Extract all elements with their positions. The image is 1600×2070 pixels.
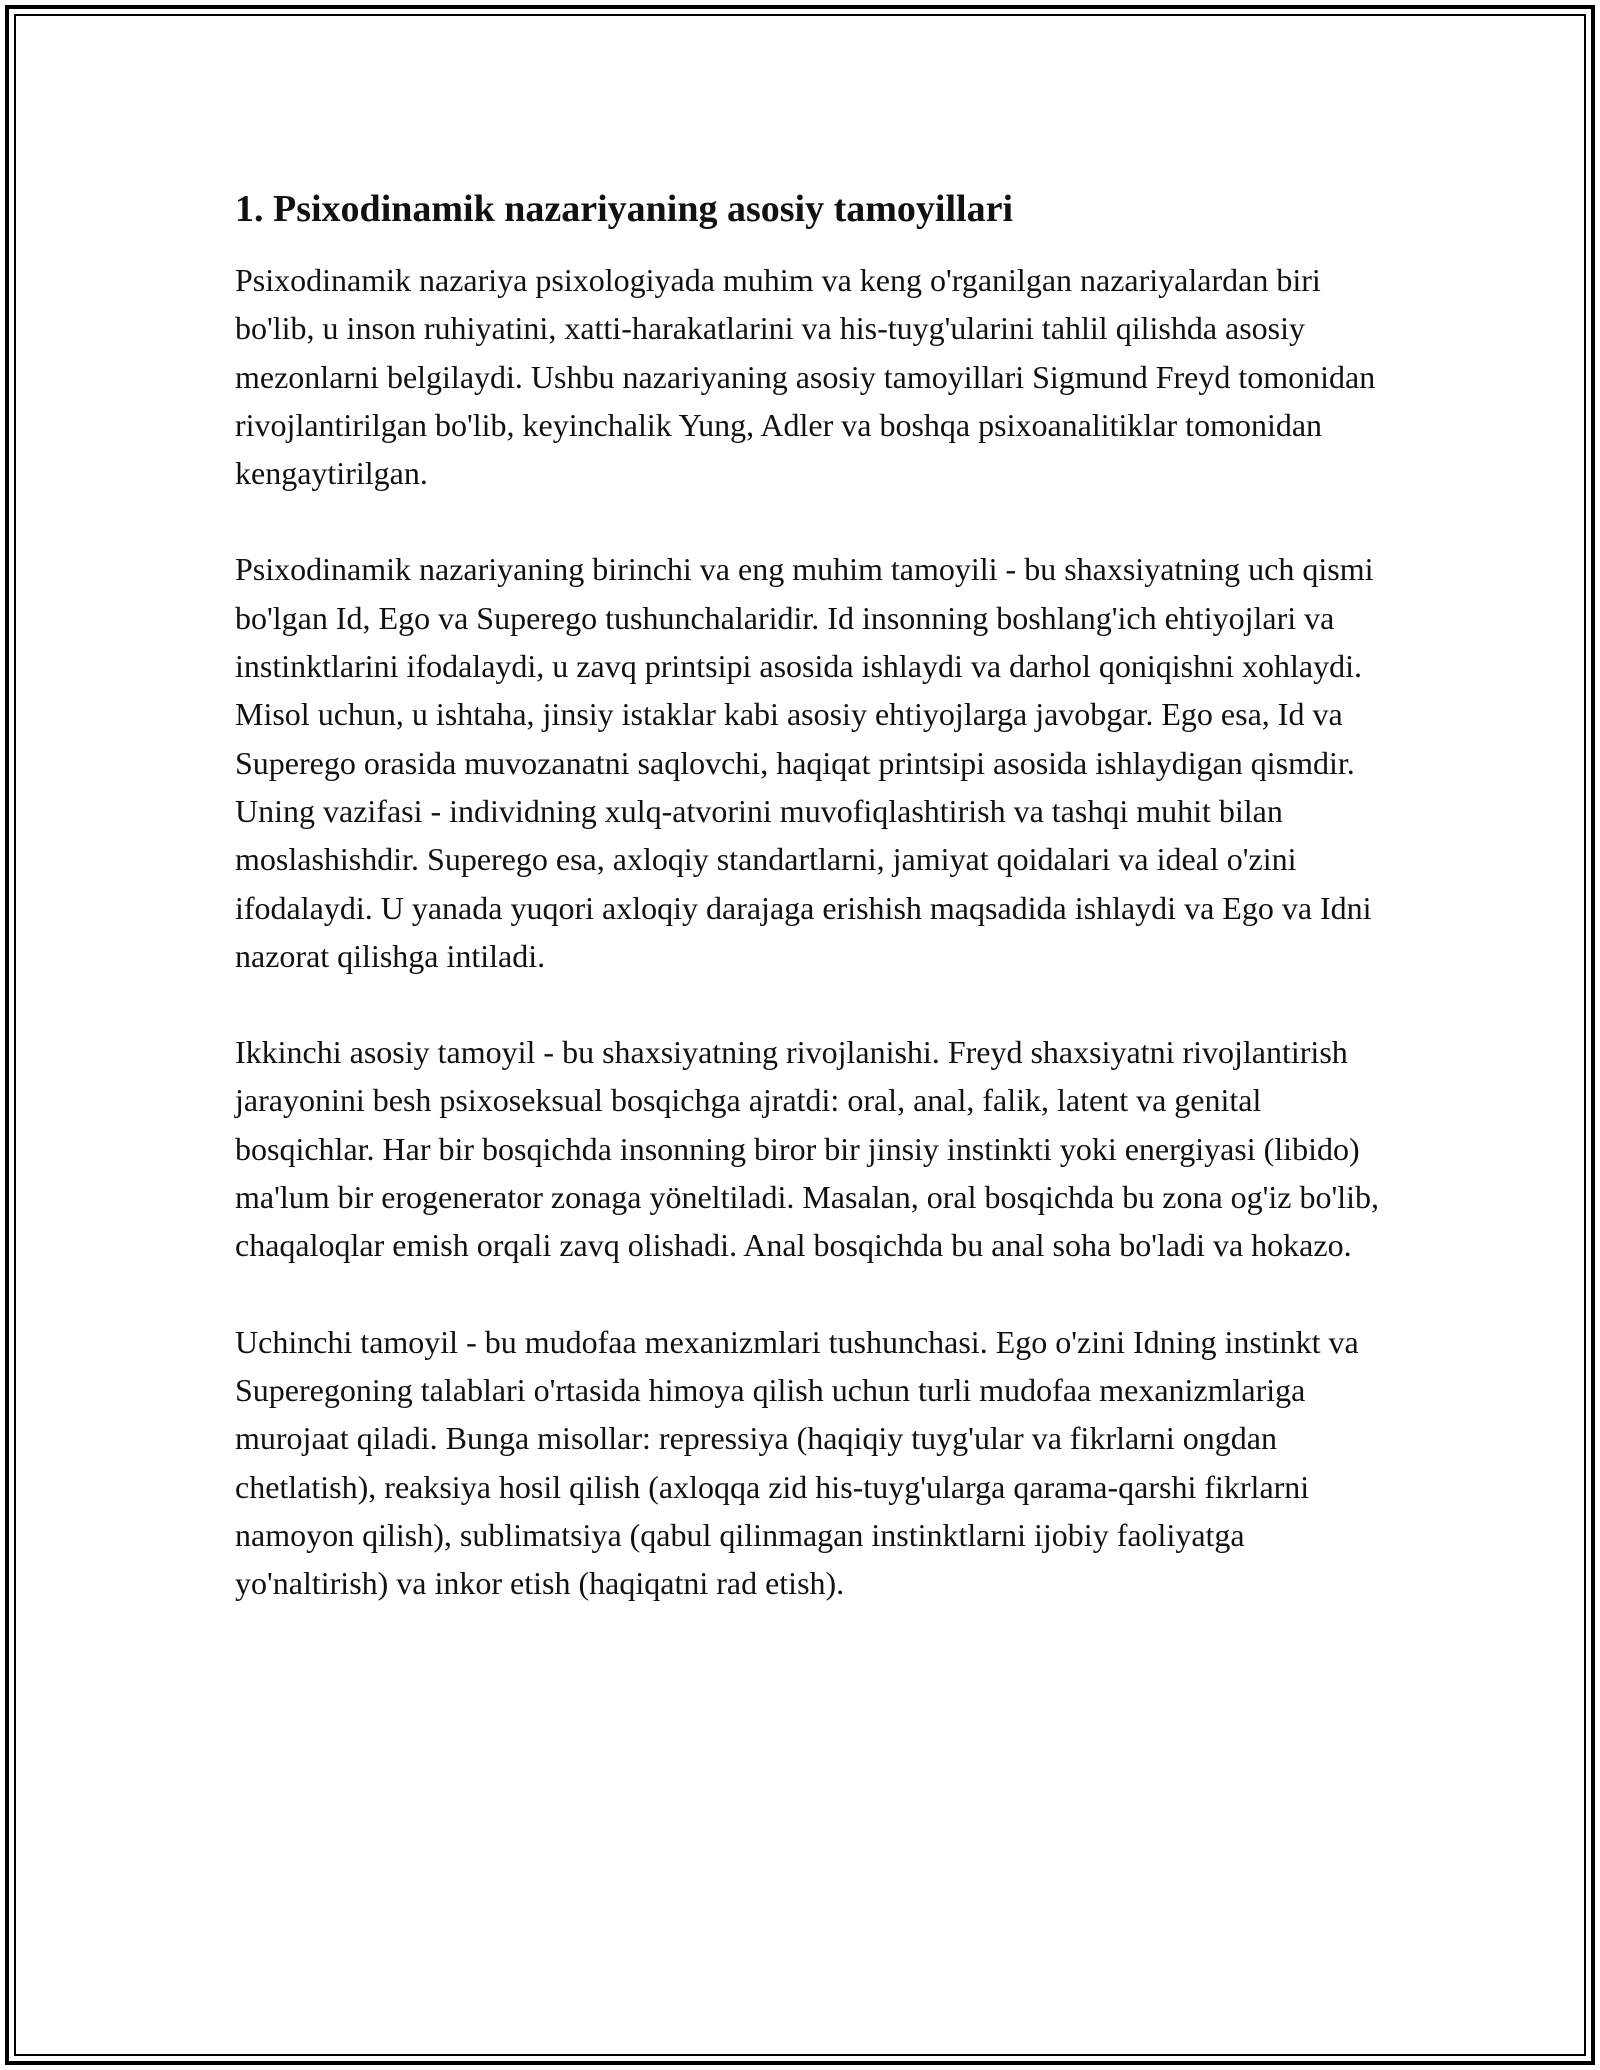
paragraph-defense-mechanisms: Uchinchi tamoyil - bu mudofaa mexanizmlari tushunchasi. Ego o'zini Idning instinkt va Superegoning talablari o'rtasida himoya qilish uchun turli mudofaa mexanizmlariga murojaat qiladi. Bunga misollar: repressiya (haqiqiy tuyg'ular va fikrlarni ongdan chetlatish), reaksiya hosil qilish (axloqqa zid his-tuyg'ularga qarama-qarshi fikrlarni namoyon qilish), sublimatsiya (qabul qilinmagan instinktlarni ijobiy faoliyatga yo'naltirish) va inkor etish (haqiqatni rad etish). xyxy=(235,1323,1359,1602)
paragraph-id-ego-superego: Psixodinamik nazariyaning birinchi va eng muhim tamoyili - bu shaxsiyatning uch qismi bo'lgan Id, Ego va Superego tushunchalaridir. Id insonning boshlang'ich ehtiyojlari va instinktlarini ifodalaydi, u zavq printsipi asosida ishlaydi va darhol qoniqishni xohlaydi. Misol uchun, u ishtaha, jinsiy istaklar kabi asosiy ehtiyojlarga javobgar. Ego esa, Id va Superego orasida muvozanatni saqlovchi, haqiqat printsipi asosida ishlaydigan qismdir. Uning vazifasi - individning xulq-atvorini muvofiqlashtirish va tashqi muhit bilan moslashishdir. Superego esa, axloqiy standartlarni, jamiyat qoidalari va ideal o'zini ifodalaydi. U yanada yuqori axloqiy darajaga erishish maqsadida ishlaydi va Ego va Idni nazorat qilishga intiladi. xyxy=(235,551,1374,974)
document-body xyxy=(235,186,1385,1655)
paragraph-psychosexual-stages: Ikkinchi asosiy tamoyil - bu shaxsiyatning rivojlanishi. Freyd shaxsiyatni rivojlantirish jarayonini besh psixoseksual bosqichga ajratdi: oral, anal, falik, latent va genital bosqichlar. Har bir bosqichda insonning biror bir jinsiy instinkti yoki energiyasi (libido) ma'lum bir erogenerator zonaga yöneltiladi. Masalan, oral bosqichda bu zona og'iz bo'lib, chaqaloqlar emish orqali zavq olishadi. Anal bosqichda bu anal soha bo'ladi va hokazo. xyxy=(235,1034,1380,1264)
paragraph-intro: Psixodinamik nazariya psixologiyada muhim va keng o'rganilgan nazariyalardan biri bo'lib, u inson ruhiyatini, xatti-harakatlarini va his-tuyg'ularini tahlil qilishda asosiy mezonlarni belgilaydi. Ushbu nazariyaning asosiy tamoyillari Sigmund Freyd tomonidan rivojlantirilgan bo'lib, keyinchalik Yung, Adler va boshqa psixoanalitiklar tomonidan kengaytirilgan. xyxy=(235,262,1376,492)
section-heading: 1. Psixodinamik nazariyaning asosiy tamoyillari xyxy=(235,188,1014,230)
